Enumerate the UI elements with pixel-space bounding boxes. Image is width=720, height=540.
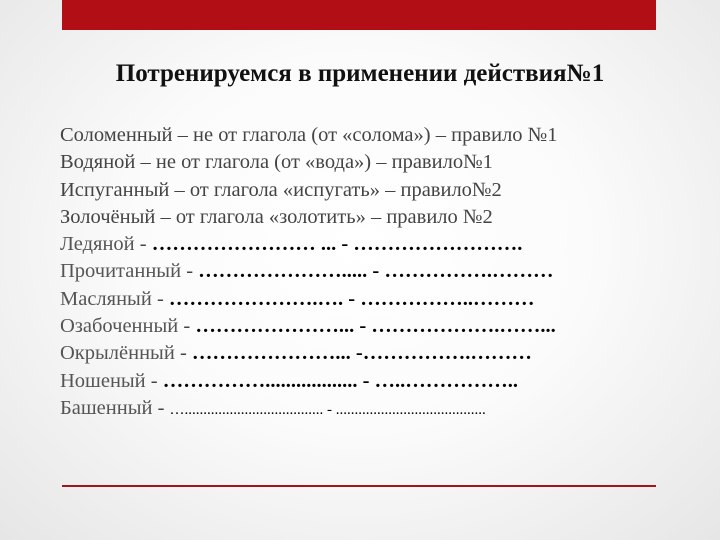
top-accent-bar: [62, 0, 656, 30]
separator: -: [174, 342, 192, 365]
answer-blank[interactable]: …………………..... - …………….………: [198, 260, 554, 283]
bottom-rule: [62, 485, 656, 487]
exercise-list: [60, 122, 700, 422]
exercise-line: [60, 340, 700, 367]
answer-blank[interactable]: ………………….…. - ……………..………: [168, 287, 535, 310]
answer-blank[interactable]: …..................................... - ........................................: [169, 401, 486, 418]
exercise-word: Окрылённый: [60, 342, 175, 365]
separator: -: [151, 287, 169, 310]
rule-line: Испуганный – от глагола «испугать» – правило№2: [60, 178, 502, 201]
rule-line: Золочёный – от глагола «золотить» – правило №2: [60, 205, 493, 228]
slide-title: Потренируемся в применении действия№1: [115, 60, 605, 87]
separator: -: [178, 315, 196, 338]
answer-blank[interactable]: …………….................. - …..……………..: [162, 369, 519, 392]
separator: -: [134, 233, 152, 256]
exercise-word: Башенный: [60, 396, 153, 419]
answer-blank[interactable]: …………………… ... - …………………….: [151, 233, 523, 256]
rule-line: Водяной – не от глагола (от «вода») – правило№1: [60, 151, 493, 174]
exercise-word: Прочитанный: [60, 260, 182, 283]
exercise-word: Ледяной: [60, 233, 135, 256]
exercise-word: Масляный: [60, 287, 152, 310]
exercise-word: Ношеный: [60, 369, 146, 392]
exercise-word: Озабоченный: [60, 315, 179, 338]
answer-blank[interactable]: …………………... -…………….………: [191, 342, 532, 365]
separator: -: [181, 260, 199, 283]
separator: -: [145, 369, 163, 392]
rule-line: Соломенный – не от глагола (от «солома») – правило №1: [60, 124, 558, 146]
separator: -: [152, 396, 170, 419]
exercise-line: [60, 286, 700, 313]
exercise-line: [60, 231, 700, 258]
exercise-line: [60, 258, 700, 285]
exercise-line: [60, 395, 700, 422]
exercise-line: [60, 368, 700, 395]
exercise-line: [60, 313, 700, 340]
answer-blank[interactable]: …………………... - ……………….……...: [195, 315, 556, 338]
